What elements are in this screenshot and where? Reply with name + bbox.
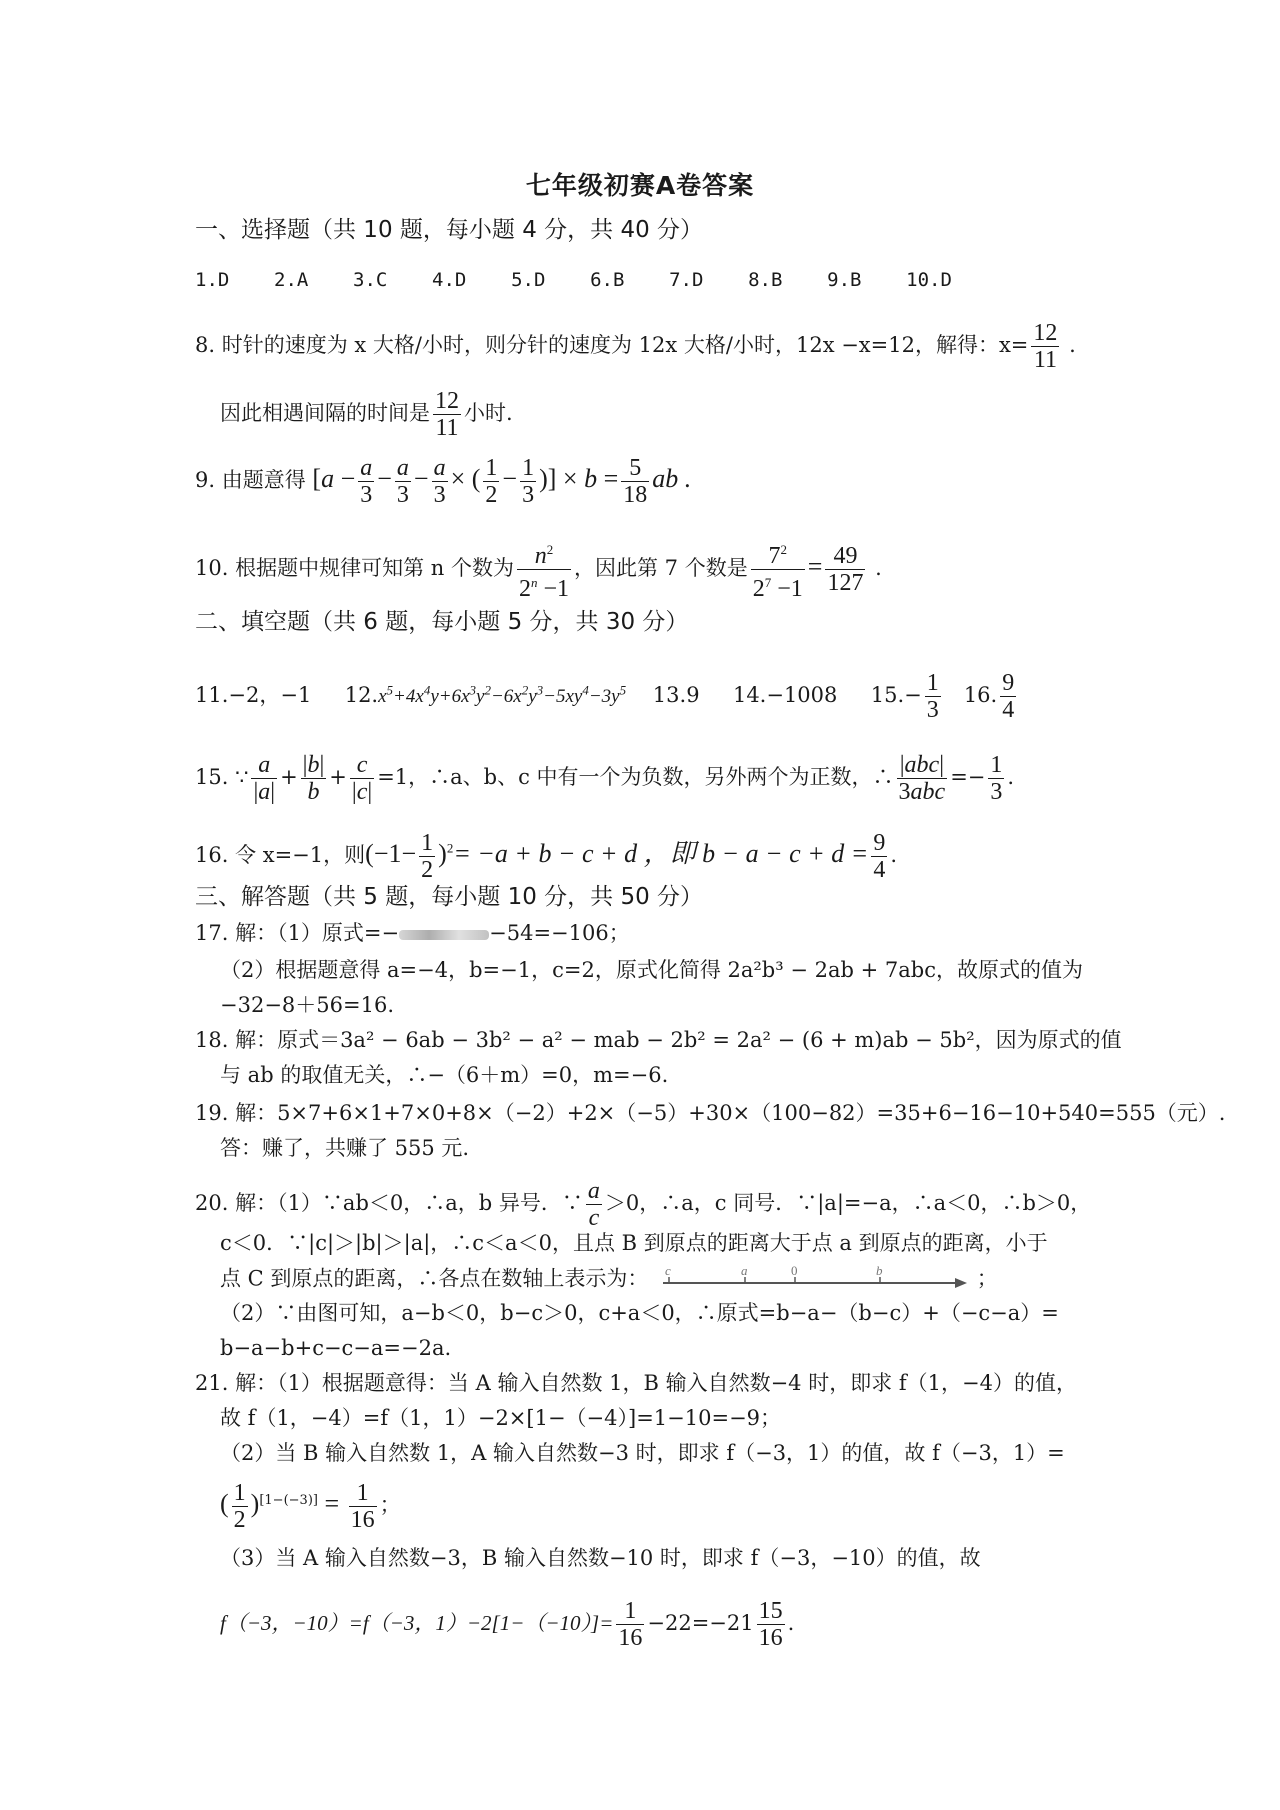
q20-line2: c＜0．∵|c|＞|b|＞|a|，∴c＜a＜0，且点 B 到原点的距离大于点 a 到原点的距离，小于 bbox=[220, 1231, 1048, 1255]
numline-label-0: 0 bbox=[791, 1263, 798, 1278]
q20-line5: b−a−b+c−c−a=−2a. bbox=[220, 1336, 452, 1360]
q10-line: 10. 根据题中规律可知第 n 个数为 $\frac{n^2}{2^n -1}$ ，因此第 7 个数是 $\frac{7^2}{2^7 -1}$ = $\frac{49}{127}$ . bbox=[195, 537, 882, 602]
answer-6: 6.B bbox=[590, 269, 625, 291]
answer-3: 3.C bbox=[353, 269, 388, 291]
answer-4: 4.D bbox=[432, 269, 467, 291]
q15-line: 15. ∵ $\frac{a}{|a|}$ + $\frac{|b|}{b}$ + $\frac{c}{|c|}$ =1，∴a、b、c 中有一个为负数，另外两个为正数，∴ $\frac{\text{|abc|}}{\text{3abc}}$ =− $\frac{1}{3}$ . bbox=[195, 752, 1015, 805]
answer-10: 10.D bbox=[906, 269, 952, 291]
q9-line: 9. 由题意得 [a − $\frac{a}{3}$ − $\frac{a}{3}$ − $\frac{a}{3}$ × ( $\frac{1}{2}$ − $\frac{1}{3}$ )] × b = $\frac{5}{18}$ ab . bbox=[195, 455, 692, 508]
q18-line1: 18. 解：原式＝3a² − 6ab − 3b² − a² − mab − 2b² = 2a² − (6 + m)ab − 5b²，因为原式的值 bbox=[195, 1028, 1122, 1052]
q17-line3: −32−8＋56=16. bbox=[220, 993, 394, 1017]
q20-line1: 20. 解：（1）∵ab＜0，∴a，b 异号．∵ $\frac{a}{c}$ ＞0，∴a，c 同号．∵|a|=−a，∴a＜0，∴b＞0， bbox=[195, 1178, 1092, 1231]
numline-label-b: b bbox=[876, 1263, 883, 1278]
numline-label-a: a bbox=[741, 1263, 748, 1278]
q18-line2: 与 ab 的取值无关，∴−（6＋m）=0，m=−6. bbox=[220, 1063, 669, 1087]
choice-answers bbox=[195, 264, 990, 295]
q8-line2: 因此相遇间隔的时间是 $\frac{12}{11}$ 小时. bbox=[220, 388, 513, 441]
q21-line4: ( $\frac{1}{2}$ )[1−(−3)] = $\frac{1}{16}$ ； bbox=[220, 1480, 401, 1533]
q17-line2: （2）根据题意得 a=−4，b=−1，c=2，原式化简得 2a²b³ − 2ab + 7abc，故原式的值为 bbox=[220, 958, 1083, 982]
answer-2: 2.A bbox=[274, 269, 309, 291]
q17-line1: 17. 解：（1）原式=− −54=−106； bbox=[195, 921, 630, 945]
q21-line1: 21. 解：（1）根据题意得：当 A 输入自然数 1，B 输入自然数−4 时，即求 f（1，−4）的值， bbox=[195, 1371, 1077, 1395]
section3-header: 三、解答题（共 5 题，每小题 10 分，共 50 分） bbox=[195, 884, 704, 910]
q19-line1: 19. 解：5×7+6×1+7×0+8×（−2）+2×（−5）+30×（100−82）=35+6−16−10+540=555（元）. bbox=[195, 1101, 1226, 1125]
blurred-region bbox=[399, 930, 489, 940]
numline-label-c: c bbox=[665, 1263, 671, 1278]
section1-header: 一、选择题（共 10 题，每小题 4 分，共 40 分） bbox=[195, 217, 704, 243]
q8-line1: 8. 时针的速度为 x 大格/小时，则分针的速度为 12x 大格/小时，12x −x=12，解得：x= $\frac{12}{11}$ . bbox=[195, 320, 1076, 373]
q20-line4: （2）∵由图可知，a−b＜0，b−c＞0，c+a＜0，∴原式=b−a−（b−c）+（−c−a）= bbox=[220, 1301, 1059, 1325]
q19-line2: 答：赚了，共赚了 555 元. bbox=[220, 1136, 470, 1160]
q20-line3: 点 C 到原点的距离，∴各点在数轴上表示为： c a 0 b ； bbox=[220, 1263, 998, 1297]
fill-answers: 11.−2，−1 $12.x^5+4x^4y+6x^3y^2-6x^2y^3-5xy^4-3y^5$ 13.9 14.−1008 15.− $\frac{1}{3}$ 16. $\frac{9}{4}$ bbox=[195, 670, 1015, 723]
section2-header: 二、填空题（共 6 题，每小题 5 分，共 30 分） bbox=[195, 609, 689, 635]
q21-line5: （3）当 A 输入自然数−3，B 输入自然数−10 时，即求 f（−3，−10）的值，故 bbox=[220, 1546, 981, 1570]
q21-line2: 故 f（1，−4）=f（1，1）−2×[1−（−4）]=1−10=−9； bbox=[220, 1406, 782, 1430]
answer-9: 9.B bbox=[827, 269, 862, 291]
answer-1: 1.D bbox=[195, 269, 230, 291]
answer-7: 7.D bbox=[669, 269, 704, 291]
q16-line: 16. 令 x=−1，则(−1− $\frac{1}{2}$ )$^2$= −a + b − c + d ，即 b − a − c + d = $\frac{9}{4}$ . bbox=[195, 830, 897, 883]
answer-8: 8.B bbox=[748, 269, 783, 291]
q8-fraction: $\frac{12}{11}$ bbox=[1033, 320, 1058, 373]
q21-line3: （2）当 B 输入自然数 1，A 输入自然数−3 时，即求 f（−3，1）的值，故 f（−3，1）= bbox=[220, 1441, 1065, 1465]
answer-5: 5.D bbox=[511, 269, 546, 291]
number-line-diagram bbox=[655, 1263, 970, 1297]
page-title: 七年级初赛A卷答案 bbox=[525, 171, 755, 200]
q21-line6: f（−3，−10）=f（−3，1）−2[1−（−10）]= $\frac{1}{16}$ −22=−21 $\frac{15}{16}$ . bbox=[220, 1598, 795, 1651]
